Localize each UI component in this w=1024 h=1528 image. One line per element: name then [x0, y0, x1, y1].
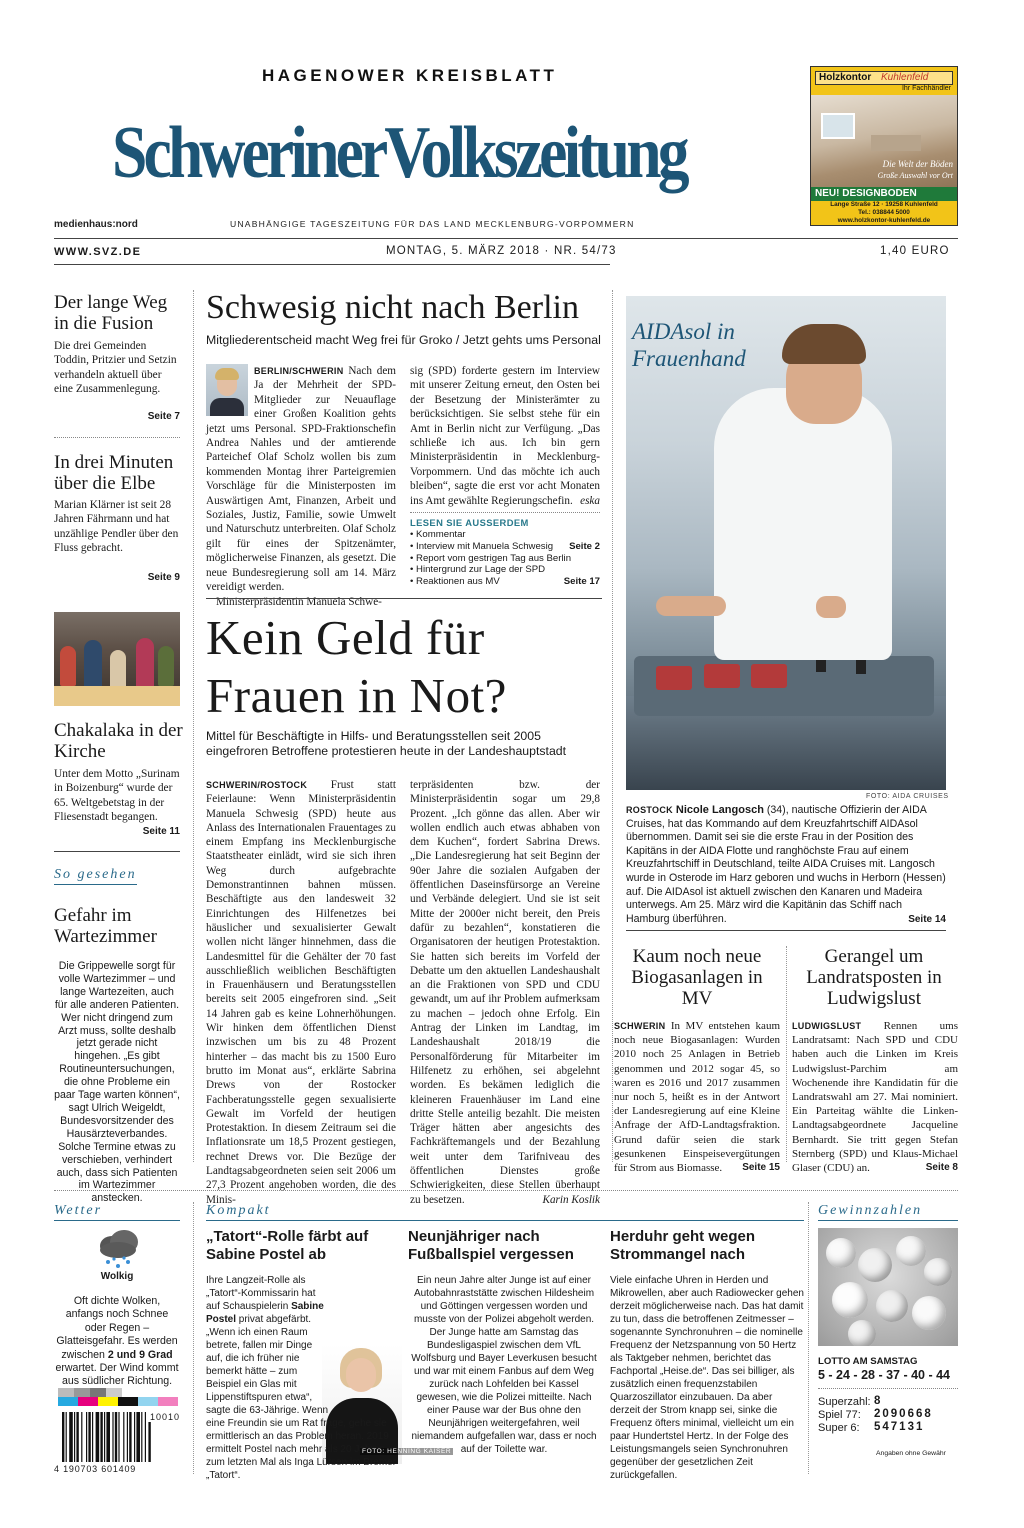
newspaper-title: SchwerinerVolkszeitung: [112, 112, 686, 194]
barcode-bar: [76, 1412, 78, 1462]
tatort-name: Sabine Postel: [206, 1301, 324, 1325]
center-divider: [612, 290, 613, 1162]
teaser-elbe-title[interactable]: In drei Minuten über die Elbe: [54, 452, 174, 494]
lead-author: eska: [580, 494, 600, 507]
barcode-bar: [69, 1412, 73, 1462]
kicker-gewinnzahlen: Gewinnzahlen: [818, 1203, 958, 1221]
tatort-text-1: Ihre Langzeit-Rolle als „Tatort“-Kommissarin hat auf Schauspielerin: [206, 1275, 316, 1312]
tagline: UNABHÄNGIGE TAGESZEITUNG FÜR DAS LAND MECKLENBURG-VORPOMMERN: [230, 219, 635, 229]
teaser-fusion-title[interactable]: Der lange Weg in die Fusion: [54, 292, 168, 334]
barcode-bar: [62, 1412, 64, 1462]
herduhr-title[interactable]: Herduhr geht wegen Strommangel nach: [610, 1228, 756, 1263]
barcode-bar: [81, 1412, 82, 1462]
weather-text-2: erwartet. Der Wind kommt aus südlicher Richtung.: [55, 1362, 179, 1388]
spiel77-label: Spiel 77:: [818, 1409, 861, 1421]
barcode-bar: [96, 1412, 100, 1462]
neunjaehriger-title[interactable]: Neunjähriger nach Fußballspiel vergessen: [408, 1228, 574, 1263]
divider: [54, 851, 180, 852]
biogas-ref[interactable]: Seite 15: [742, 1162, 780, 1174]
teaser-elbe-body: Marian Klärner ist seit 28 Jahren Fährmann und hat unzählige Pendler über den Fluss gebracht.: [54, 499, 179, 555]
teaser-elbe-ref[interactable]: Seite 9: [147, 572, 180, 583]
lead-more-ref-2[interactable]: Seite 17: [563, 576, 600, 588]
second-author: Karin Koslik: [542, 1193, 600, 1206]
lead-more-box: [410, 516, 600, 588]
bottom-strip-rule: [54, 1190, 958, 1191]
lead-more-ref-1[interactable]: Seite 2: [569, 540, 600, 552]
barcode-bar: [134, 1412, 135, 1462]
second-headline-1[interactable]: Kein Geld für: [206, 610, 485, 665]
barcode-bar: [145, 1412, 146, 1462]
biogas-text: In MV entstehen kaum noch neue Biogasanlagen: Wurden 2010 noch 25 Anlagen in Betrieb genommen und 2012 sogar 45, so waren es 2016 und 2017 zusammen nur noch 5, heißt es in der Antwort der Landesregierung auf eine Kleine Anfrage der AfD-Landtagsfraktion. Grund dafür seien die stark gesunkenen Einspeisevergütungen für Strom aus Biomasse.: [614, 1020, 780, 1175]
photo-story-ref[interactable]: Seite 14: [908, 913, 946, 925]
ad-brand-place: Kuhlenfeld: [881, 72, 929, 83]
divider: [786, 946, 787, 1162]
barcode-bar: [88, 1412, 90, 1462]
biogas-dateline: SCHWERIN: [614, 1021, 666, 1031]
lead-col1-text: Nach dem Ja der Mehrheit der SPD-Mitglieder zur Neuauflage einer Großen Koalition gehts jetzt ums Personal. SPD-Fraktionschefin Andrea Nahles und der amtierende Parteichef Olaf Scholz wollen bis zum kommenden Montag ihrer Parteigremien Vorschläge für die Ministerposten im Auswärtigen Amt, Finanzen, Arbeit und Soziales, Justiz, Familie, sowie Umwelt und Naturschutz unterbreiten. Olaf Scholz gilt für eines der Spitzenämter, möglicherweise Finanzen, als gesetzt. Die neue Bundesregierung soll am 14. März vereidigt werden.: [206, 365, 396, 594]
barcode-bar: [112, 1412, 113, 1462]
postel-photo-credit: FOTO: HENNING KAISER: [362, 1448, 452, 1455]
photo-overlay-line2: Frauenhand: [632, 346, 746, 371]
ad-slogan-1: Die Welt der Böden: [882, 159, 953, 169]
issue-date: MONTAG, 5. MÄRZ 2018 · NR. 54/73: [386, 245, 617, 257]
publisher-logo: medienhaus:nord: [54, 219, 138, 230]
ad-promo: NEU! DESIGNBODEN: [815, 188, 917, 199]
tatort-title[interactable]: „Tatort“-Rolle färbt auf Sabine Postel ab: [206, 1228, 369, 1263]
barcode-bar: [106, 1412, 110, 1462]
photo-story-dateline: ROSTOCK: [626, 805, 673, 815]
second-dateline: SCHWERIN/ROSTOCK: [206, 780, 308, 790]
teaser-fusion-ref[interactable]: Seite 7: [147, 411, 180, 422]
lead-col1-end: Ministerpräsidentin Manuela Schwe-: [216, 595, 382, 608]
lotto-heading: LOTTO AM SAMSTAG: [818, 1356, 918, 1367]
weather-text-1: Oft dichte Wolken, anfangs noch Schnee oder Regen – Glatteisgefahr. Es werden zwischen: [56, 1295, 178, 1361]
divider: [626, 930, 946, 931]
cloud-snow-icon: [94, 1228, 144, 1270]
ad-phone: Tel.: 038844 5000: [858, 209, 910, 216]
teaser-fusion-body: Die drei Gemeinden Toddin, Pritzier und Setzin verhandeln aktuell über eine Zusammenlegung.: [54, 340, 177, 396]
lead-dateline: BERLIN/SCHWERIN: [254, 366, 344, 376]
divider: [54, 437, 180, 438]
lotto-numbers: 5 - 24 - 28 - 37 - 40 - 44: [818, 1368, 951, 1382]
ad-photo: [811, 95, 957, 187]
teaser-chakalaka-ref[interactable]: Seite 11: [142, 826, 180, 837]
lotto-balls-photo: [818, 1228, 958, 1346]
commentary-title[interactable]: Gefahr im Wartezimmer: [54, 905, 157, 947]
price: 1,40 EURO: [880, 245, 950, 257]
teaser-chakalaka-title[interactable]: Chakalaka in der Kirche: [54, 720, 183, 762]
photo-story-text: (34), nautische Offizierin der AIDA Cruises, hat das Kommando auf dem Kreuzfahrtschiff AIDAsol übernommen. Damit sei sie die erste Frau in der Position des Kapitäns in der AIDA Flotte und ranghöchste Frau auf einem Kreuzfahrtschiff in Deutschland, teilte AIDA Cruises mit. Langosch wurde in Osterode im Harz geboren und wuchs in Herborn (Hessen) auf. Die AIDAsol ist aktuell zwischen den Kanaren und Madeira unterwegs. Am 25. März wird die Kapitänin das Schiff nach Hamburg überführen.: [626, 804, 946, 925]
masthead-bottom-rule: [54, 264, 610, 265]
second-col1-text: Frust statt Feierlaune: Wenn Ministerpräsidentin Manuela Schwesig (SPD) heute aus Anlass des Internationalen Frauentages zu einem Empfang ins Mecklenburgische Staatstheater einlädt, wird sie sich ihren Weg durch aufgebrachte Demonstrantinnen bahnen müssen. Beschäftigte aus den landesweit 32 Einrichtungen des Hilfenetzes bei häuslicher und sexualisierter Gewalt wollen nicht länger hinnehmen, dass die Landesmittel für die Gehälter der 70 fast ausschließlich weiblichen Beschäftigten in Frauenhäusern und Beratungsstellen bereits seit 2005 eingefroren sind. „Seit 14 Jahren gab es keine Lohnerhöhungen. Wir hinken dem öffentlichen Dienst inzwischen um bis zu 48 Prozent hinterher – das macht bis zu 1500 Euro brutto im Monat aus“, erklärte Sabrina Drews von der Rostocker Fachberatungsstelle gegen sexualisierte Gewalt im Vorfeld der heutigen Protestaktion. In diesem Zeitraum sei die Inflationsrate um 18,5 Prozent gestiegen, rechnet Drews vor. Die Bezüge der Landtagsabgeordneten seien seit 2006 um 27,3 Prozent angehoben worden, die des Minis-: [206, 779, 396, 1206]
teaser-chakalaka-body: Unter dem Motto „Surinam in Boizenburg“ wurde der 65. Weltgebetstag in der Fliesenstadt begangen.: [54, 768, 180, 824]
chakalaka-photo: [54, 612, 180, 706]
biogas-title[interactable]: Kaum noch neue Biogasanlagen in MV: [631, 946, 763, 1009]
barcode-bar: [92, 1412, 93, 1462]
second-headline-2[interactable]: Frauen in Not?: [206, 668, 507, 723]
lead-more-item[interactable]: • Report vom gestrigen Tag aus Berlin: [410, 552, 572, 564]
barcode-bar: [104, 1412, 105, 1462]
weather-label: Wolkig: [100, 1271, 134, 1282]
barcode-bar: [100, 1412, 102, 1462]
photo-story-name: Nicole Langosch: [675, 804, 764, 816]
print-color-bar: [58, 1388, 178, 1406]
lead-more-item[interactable]: • Hintergrund zur Lage der SPD: [410, 564, 546, 576]
ad-slogan-2: Große Auswahl vor Ort: [877, 171, 953, 180]
barcode-bar: [74, 1412, 75, 1462]
landrat-body: [792, 1019, 958, 1175]
barcode-bar: [66, 1412, 67, 1462]
ad-address: Lange Straße 12 · 19258 Kuhlenfeld: [830, 201, 938, 208]
superzahl-label: Superzahl:: [818, 1396, 871, 1408]
second-subhead: Mittel für Beschäftigte in Hilfs- und Beratungsstellen seit 2005 eingefroren Betroffene protestieren heute in der Landeshauptstadt: [206, 729, 567, 758]
divider: [818, 1388, 958, 1389]
website[interactable]: WWW.SVZ.DE: [54, 246, 142, 258]
lead-subhead: Mitgliederentscheid macht Weg frei für Groko / Jetzt gehts ums Personal: [206, 333, 601, 347]
landrat-title[interactable]: Gerangel um Landratsposten in Ludwigslust: [806, 946, 942, 1009]
regional-edition: HAGENOWER KREISBLATT: [262, 66, 558, 85]
barcode-issue: 10010: [150, 1412, 181, 1422]
kicker-kompakt: Kompakt: [206, 1203, 804, 1221]
barcode-bar: [141, 1412, 142, 1462]
second-col2: [410, 778, 600, 1207]
divider: [808, 1202, 809, 1474]
lead-col1: [206, 364, 396, 609]
tatort-text-2: privat abgefärbt. „Wenn ich einen Raum betrete, fallen mir Dinge auf, die ich früher nie bemerkt hätte – zum Beispiel ein Glas mit Lippenstiftspuren etwa“, sagte die 63-Jährige. Wenn eine Freundin sie um Rat frage, gehe sie ermittlerisch an das Problem heran. 2019 ermittelt Postel nach mehr als 20 Jahren zum letzten Mal als Inga Lürsen im Bremer „Tatort“.: [206, 1314, 397, 1481]
lead-headline[interactable]: Schwesig nicht nach Berlin: [206, 289, 579, 326]
holzkontor-ad[interactable]: [810, 66, 958, 226]
divider: [410, 512, 600, 513]
lead-more-title: LESEN SIE AUSSERDEM: [410, 517, 529, 528]
barcode-number: 4 190703 601409: [54, 1464, 137, 1474]
photo-story-body: [626, 804, 946, 926]
weather-body: [54, 1295, 180, 1389]
masthead-rule: [54, 238, 958, 239]
biogas-body: [614, 1019, 780, 1175]
super6-label: Super 6:: [818, 1422, 860, 1434]
super6-value: 547131: [874, 1421, 925, 1433]
lotto-disclaimer: Angaben ohne Gewähr: [876, 1450, 946, 1457]
landrat-ref[interactable]: Seite 8: [925, 1162, 958, 1174]
divider: [193, 1202, 194, 1474]
barcode-bar: [86, 1412, 87, 1462]
divider: [206, 598, 602, 599]
barcode-bar: [115, 1412, 117, 1462]
photo-overlay-line1: AIDAsol in: [632, 319, 735, 344]
spiel77-value: 2090668: [874, 1408, 933, 1420]
lead-more-item[interactable]: • Reaktionen aus MV Seite 17: [410, 576, 600, 588]
barcode-bar: [136, 1412, 140, 1462]
commentary-body: Die Grippewelle sorgt für volle Wartezimmer – und lange Wartezeiten, auch für alle anderen Patienten. Wer nicht dringend zum Arzt muss, sollte deshalb jetzt gerade nicht hingehen. „Es gibt Routineuntersuchungen, die ohne Probleme ein paar Tage warten können“, sagt Ulrich Weigeldt, Bundesvorsitzender des Hausärzteverbandes. Solche Termine etwas zu verschieben, verhindert auch, dass sich Patienten im Wartezimmer anstecken.: [54, 960, 180, 1205]
barcode-bar: [123, 1412, 124, 1462]
kicker-wetter: Wetter: [54, 1203, 180, 1221]
barcode-bar: [127, 1412, 128, 1462]
ad-subtitle: Ihr Fachhändler: [901, 85, 951, 92]
lead-col2-text: sig (SPD) forderte gestern im Interview mit unserer Zeitung erneut, den Osten bei der Besetzung der Ministerämter zu berücksichtigen. Sie selbst stehe für ein Amt in Berlin nicht zur Verfügung. „Das schließe ich aus. Ich bin gern Ministerpräsidentin in Mecklenburg-Vorpommern. Und das möchte ich auch bleiben“, sagte die erst vor acht Monaten ins Amt gewählte Regierungschefin.: [410, 365, 600, 507]
landrat-text: Rennen ums Landratsamt: Nach SPD und CDU haben auch die Linken im Kreis Ludwigslust-Parchim am Wochenende ihre Kandidatin für die Landratswahl am 27. Mai nominiert. Ein Parteitag wählte die Linken-Landtagsabgeordnete Jacqueline Bernhardt. Sie tritt gegen Stefan Sternberg (SPD) und Klaus-Michael Glaser (CDU) an.: [792, 1020, 958, 1175]
lead-more-item[interactable]: • Kommentar: [410, 529, 466, 540]
lead-col2: [410, 364, 600, 508]
second-col1: [206, 778, 396, 1207]
lead-more-item[interactable]: • Interview mit Manuela Schwesig Seite 2: [410, 540, 600, 552]
weather-temps: 2 und 9 Grad: [107, 1348, 173, 1361]
photo-credit: FOTO: AIDA CRUISES: [866, 793, 949, 800]
landrat-dateline: LUDWIGSLUST: [792, 1021, 862, 1031]
second-col2-text: terpräsidenten bzw. der Ministerpräsidentin sogar um 29,8 Prozent. „Ich gönne das allen. Aber wir wollen endlich auch etwas abhaben von dem Kuchen“, fordert Sabrina Drews. „Die Landesregierung hat seit Beginn der 90er Jahre die sozialen Aufgaben der öffentlichen Daseinsfürsorge an Vereine und Verbände delegiert. Und sie ist seit Mitte der 2000er nicht bereit, den Preis dafür zu bezahlen“, konstatieren die Organisatoren der heutigen Protestaktion. Sie hatten sich bereits im Vorfeld der Debatte um den aktuellen Landeshaushalt an die Fraktionen von SPD und CDU gewandt, um auf ihr Problem aufmerksam zu machen – jedoch ohne Erfolg. Ein Antrag der Linken im Landtag, im Landeshaushalt 2018/19 die Personalförderung für Mitarbeiter im Hilfenetz zu erhöhen, sei abgelehnt worden. Es bekämen lediglich die kleineren Frauenhäuser im Land eine dritte Stelle anteilig bezahlt. Die meisten Träger hätten aber angesichts des Fachkräftemangels und der Bezahlung weit unter dem Tarifniveau des öffentlichen Dienstes große Schwierigkeiten, diese Stellen überhaupt zu besetzen.: [410, 779, 600, 1206]
ad-url: www.holzkontor-kuhlenfeld.de: [837, 217, 931, 224]
neunjaehriger-body: Ein neun Jahre alter Junge ist auf einer Autobahnraststätte zwischen Hildesheim und Göttingen vergessen worden und musste von der Polizei abgeholt werden. Der Junge hatte am Samstag das Bundesligaspiel zwischen dem VfL Wolfsburg und Bayer Leverkusen besucht und war mit einem Fanbus auf dem Weg zurück nach Lohfelden bei Kassel gewesen, wie die Polizei mitteilte. Nach einer Pause war der Bus ohne den Neunjährigen weitergefahren, weil niemandem aufgefallen war, dass er noch auf der Toilette war.: [411, 1275, 597, 1455]
barcode-bar: [118, 1412, 119, 1462]
kicker-so-gesehen: So gesehen: [54, 867, 137, 885]
ad-brand: Holzkontor: [819, 72, 872, 83]
superzahl-value: 8: [874, 1395, 883, 1407]
barcode-bar: [129, 1412, 131, 1462]
herduhr-body: Viele einfache Uhren in Herden und Mikrowellen, aber auch Radiowecker gehen derzeit möglicherweise nach. Das hat damit zu tun, dass die betroffenen Zeitmesser – sogenannte Synchronuhren – die nominelle Frequenz der Netzspannung von 50 Hertz als Taktgeber nehmen, berichtet das Fachportal „Heise.de“. Das sei billiger, als zusätzlich einen frequenzstabilen Quarzoszillator einzubauen. Da aber derzeit der Strom knapp sei, sinke die Frequenz öfters minimal, vielleicht um ein paar Hundertstel Hertz. In der Folge des Leistungsmangels seien Synchronuhren gegenüber der gesetzlichen Zeit zurückgefallen.: [610, 1275, 804, 1481]
left-column-divider: [193, 290, 194, 1162]
